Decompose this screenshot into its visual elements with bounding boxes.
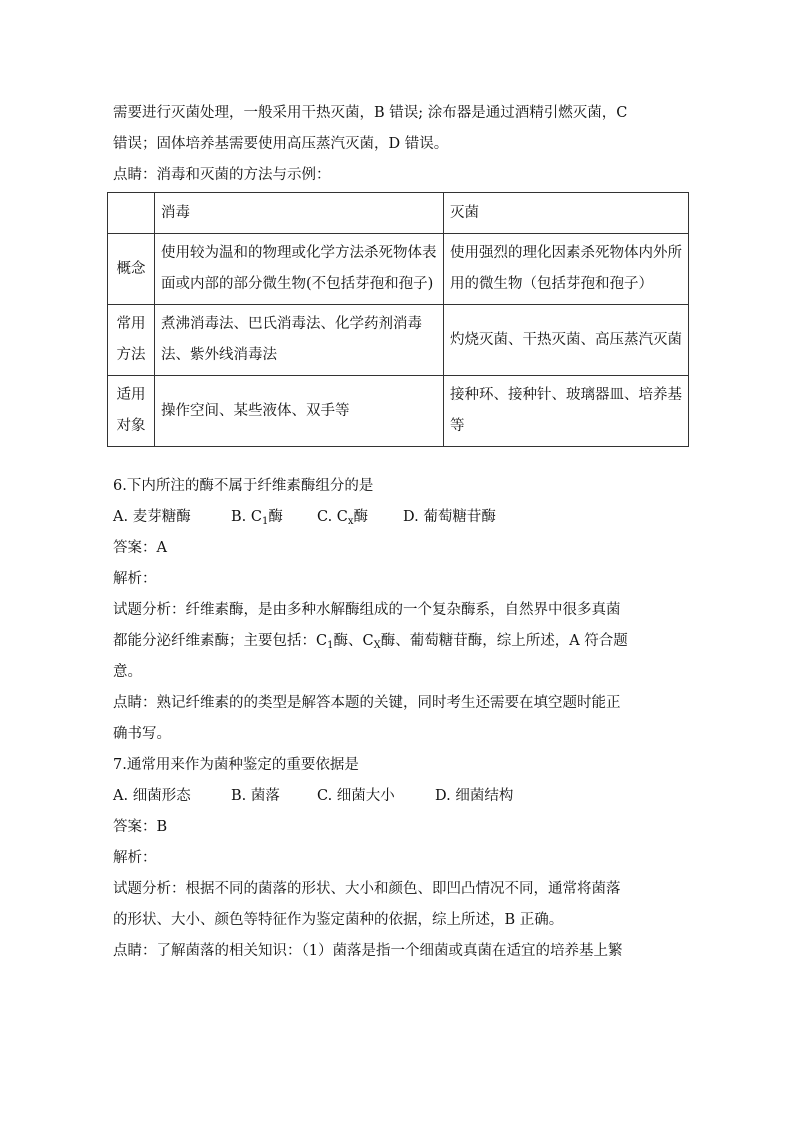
analysis-label-7: 解析： bbox=[113, 850, 157, 866]
disinfection-sterilization-table bbox=[107, 192, 689, 447]
analysis-6-line-2: 都能分泌纤维素酶；主要包括：$C_1$酶、$C_X$酶、葡萄糖苷酶，综上所述，A 符合题 bbox=[113, 633, 628, 651]
intro-line-2: 错误；固体培养基需要使用高压蒸汽灭菌，D 错误。 bbox=[113, 136, 449, 152]
analysis-6-line-1: 试题分析：纤维素酶，是由多种水解酶组成的一个复杂酶系，自然界中很多真菌 bbox=[113, 602, 621, 618]
option-a: A. 麦芽糖酶 bbox=[113, 509, 191, 525]
question-7: 7.通常用来作为菌种鉴定的重要依据是 bbox=[113, 757, 359, 773]
option-b: B. 菌落 bbox=[231, 788, 280, 804]
answer-6: 答案：A bbox=[113, 540, 167, 556]
table-row-head: 常用方法 bbox=[108, 305, 155, 376]
question-6: 6.下内所注的酶不属于纤维素酶组分的是 bbox=[113, 478, 374, 494]
table-header-sterilization: 灭菌 bbox=[444, 193, 689, 234]
option-d: D. 细菌结构 bbox=[435, 788, 514, 804]
tip-6-line-2: 确书写。 bbox=[113, 726, 171, 742]
answer-7: 答案：B bbox=[113, 819, 168, 835]
table-cell: 使用较为温和的物理或化学方法杀死物体表面或内部的部分微生物(不包括芽孢和孢子) bbox=[155, 234, 444, 305]
table-row bbox=[108, 305, 689, 376]
table-row bbox=[108, 376, 689, 447]
table-header-row bbox=[108, 193, 689, 234]
table-cell: 操作空间、某些液体、双手等 bbox=[155, 376, 444, 447]
table-row bbox=[108, 234, 689, 305]
document-page bbox=[113, 98, 688, 967]
tip-7-line-1: 点睛：了解菌落的相关知识：（1）菌落是指一个细菌或真菌在适宜的培养基上繁 bbox=[113, 943, 623, 959]
option-c: C. 细菌大小 bbox=[317, 788, 395, 804]
table-row-head: 概念 bbox=[108, 234, 155, 305]
intro-tip: 点睛：消毒和灭菌的方法与示例： bbox=[113, 167, 331, 183]
option-b: B. $C_1$酶 bbox=[231, 509, 283, 527]
table-cell: 接种环、接种针、玻璃器皿、培养基等 bbox=[444, 376, 689, 447]
table-cell: 灼烧灭菌、干热灭菌、高压蒸汽灭菌 bbox=[444, 305, 689, 376]
option-d: D. 葡萄糖苷酶 bbox=[403, 509, 496, 525]
analysis-6-line-3: 意。 bbox=[113, 664, 142, 680]
table-header-disinfection: 消毒 bbox=[155, 193, 444, 234]
option-c: C. $C_x$酶 bbox=[317, 509, 369, 527]
table-corner-cell bbox=[108, 193, 155, 234]
analysis-7-line-2: 的形状、大小、颜色等特征作为鉴定菌种的依据，综上所述，B 正确。 bbox=[113, 912, 564, 928]
tip-6-line-1: 点睛：熟记纤维素的的类型是解答本题的关键，同时考生还需要在填空题时能正 bbox=[113, 695, 621, 711]
option-a: A. 细菌形态 bbox=[113, 788, 191, 804]
question-6-options bbox=[113, 502, 688, 533]
table-row-head: 适用对象 bbox=[108, 376, 155, 447]
analysis-7-line-1: 试题分析：根据不同的菌落的形状、大小和颜色、即凹凸情况不同，通常将菌落 bbox=[113, 881, 621, 897]
table-cell: 煮沸消毒法、巴氏消毒法、化学药剂消毒法、紫外线消毒法 bbox=[155, 305, 444, 376]
analysis-label-6: 解析： bbox=[113, 571, 157, 587]
intro-line-1: 需要进行灭菌处理，一般采用干热灭菌，B 错误; 涂布器是通过酒精引燃灭菌，C bbox=[113, 105, 628, 121]
table-cell: 使用强烈的理化因素杀死物体内外所用的微生物（包括芽孢和孢子） bbox=[444, 234, 689, 305]
question-7-options bbox=[113, 781, 688, 812]
